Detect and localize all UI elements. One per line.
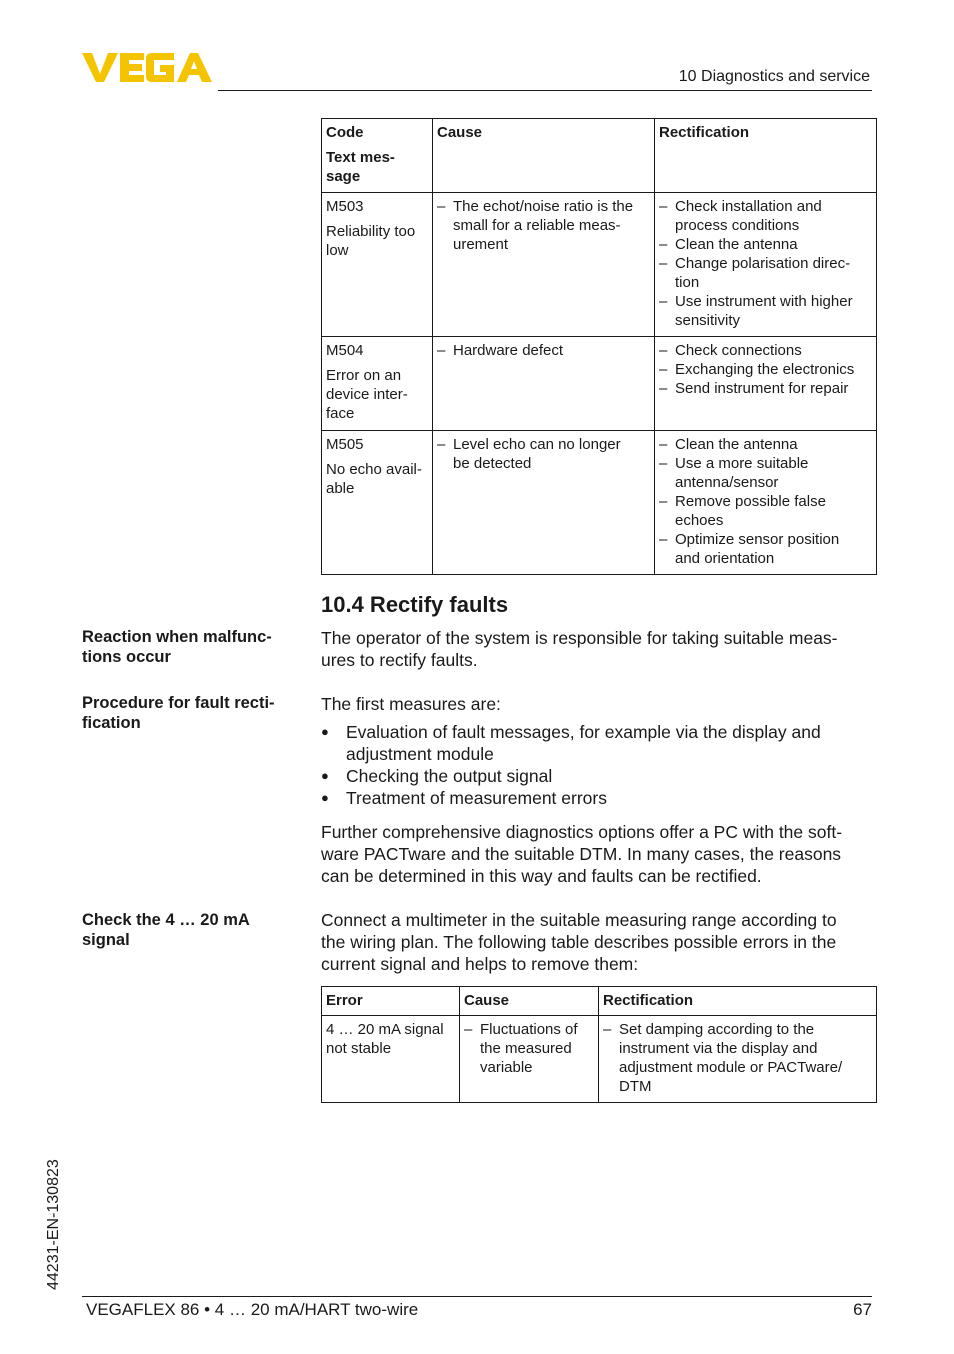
sidenote-check-signal: Check the 4 … 20 mA signal	[82, 911, 250, 949]
rectification-cell	[655, 193, 877, 337]
rectification-cell	[655, 337, 877, 431]
message-text: Reliability too low	[326, 223, 416, 259]
list-item: ● Treatment of measurement errors	[321, 787, 876, 809]
sidenote-reaction: Reaction when malfunc- tions occur	[82, 628, 272, 666]
message-text: Error on an device inter- face	[326, 367, 408, 422]
cause-item: – Hardware defect	[437, 341, 650, 360]
table-row	[322, 431, 877, 575]
paragraph-connect-multimeter: Connect a multimeter in the suitable measuring range according to the wiring plan. The following table describes possible errors in the current signal and helps to remove them:	[321, 910, 837, 974]
header-rule	[218, 90, 872, 91]
rectification-cell	[655, 431, 877, 575]
message-code: M504	[326, 342, 364, 359]
rectification-item: – Use a more suitable antenna/sensor	[659, 454, 872, 492]
page-number: 67	[853, 1300, 872, 1319]
paragraph-further-diagnostics: Further comprehensive diagnostics options offer a PC with the soft- ware PACTware and the suitable DTM. In many cases, the reasons can be determined in this way and faults can be rectified.	[321, 822, 843, 886]
document-id: 44231-EN-130823	[45, 1159, 62, 1290]
rectification-item: – Remove possible false echoes	[659, 492, 872, 530]
code-cell	[322, 431, 433, 575]
cause-item: – The echot/noise ratio is the small for a reliable meas- urement	[437, 197, 650, 254]
cause-item: – Fluctuations of the measured variable	[464, 1020, 594, 1077]
sidenote-procedure: Procedure for fault recti- fication	[82, 694, 275, 732]
header-section-title: 10 Diagnostics and service	[678, 68, 870, 85]
rectification-cell	[599, 1016, 877, 1103]
list-item: ● Checking the output signal	[321, 765, 876, 787]
header-cause: Cause	[460, 987, 599, 1016]
vega-logo	[82, 50, 212, 84]
message-code: M505	[326, 436, 364, 453]
first-measures-list	[321, 721, 876, 809]
rectification-item: – Exchanging the electronics	[659, 360, 872, 379]
table-row	[322, 337, 877, 431]
signal-errors-table	[321, 986, 877, 1103]
rectification-item: – Change polarisation direc- tion	[659, 254, 872, 292]
cause-cell	[433, 431, 655, 575]
header-cause: Cause	[433, 119, 655, 193]
rectification-item: – Set damping according to the instrument via the display and adjustment module or PACTware/ DTM	[603, 1020, 872, 1096]
footer-product: VEGAFLEX 86 • 4 … 20 mA/HART two-wire	[86, 1300, 419, 1319]
code-cell	[322, 193, 433, 337]
rectification-item: – Check connections	[659, 341, 872, 360]
rectification-item: – Send instrument for repair	[659, 379, 872, 398]
message-code: M503	[326, 198, 364, 215]
list-item: ● Evaluation of fault messages, for example via the display and adjustment module	[321, 721, 876, 765]
rectification-item: – Clean the antenna	[659, 235, 872, 254]
table-header-row	[322, 987, 877, 1016]
footer-rule	[82, 1296, 872, 1297]
rectification-item: – Check installation and process conditions	[659, 197, 872, 235]
message-text: No echo avail- able	[326, 461, 422, 497]
header-rectification: Rectification	[599, 987, 877, 1016]
error-cell: 4 … 20 mA signal not stable	[322, 1016, 460, 1103]
header-rectification: Rectification	[655, 119, 877, 193]
cause-cell	[433, 337, 655, 431]
rectification-item: – Clean the antenna	[659, 435, 872, 454]
paragraph-operator: The operator of the system is responsible for taking suitable meas- ures to rectify faults.	[321, 628, 838, 670]
table-row	[322, 1016, 877, 1103]
header-text-message: Text mes- sage	[326, 149, 395, 185]
cause-item: – Level echo can no longer be detected	[437, 435, 650, 473]
fault-messages-table	[321, 118, 877, 575]
table-row	[322, 193, 877, 337]
header-cell-code	[322, 119, 433, 193]
section-heading: 10.4 Rectify faults	[321, 592, 509, 617]
code-cell	[322, 337, 433, 431]
header-error: Error	[322, 987, 460, 1016]
cause-cell	[433, 193, 655, 337]
header-code: Code	[326, 124, 364, 141]
table-header-row	[322, 119, 877, 193]
cause-cell	[460, 1016, 599, 1103]
rectification-item: – Use instrument with higher sensitivity	[659, 292, 872, 330]
rectification-item: – Optimize sensor position and orientation	[659, 530, 872, 568]
paragraph-first-measures: The first measures are:	[321, 694, 501, 714]
